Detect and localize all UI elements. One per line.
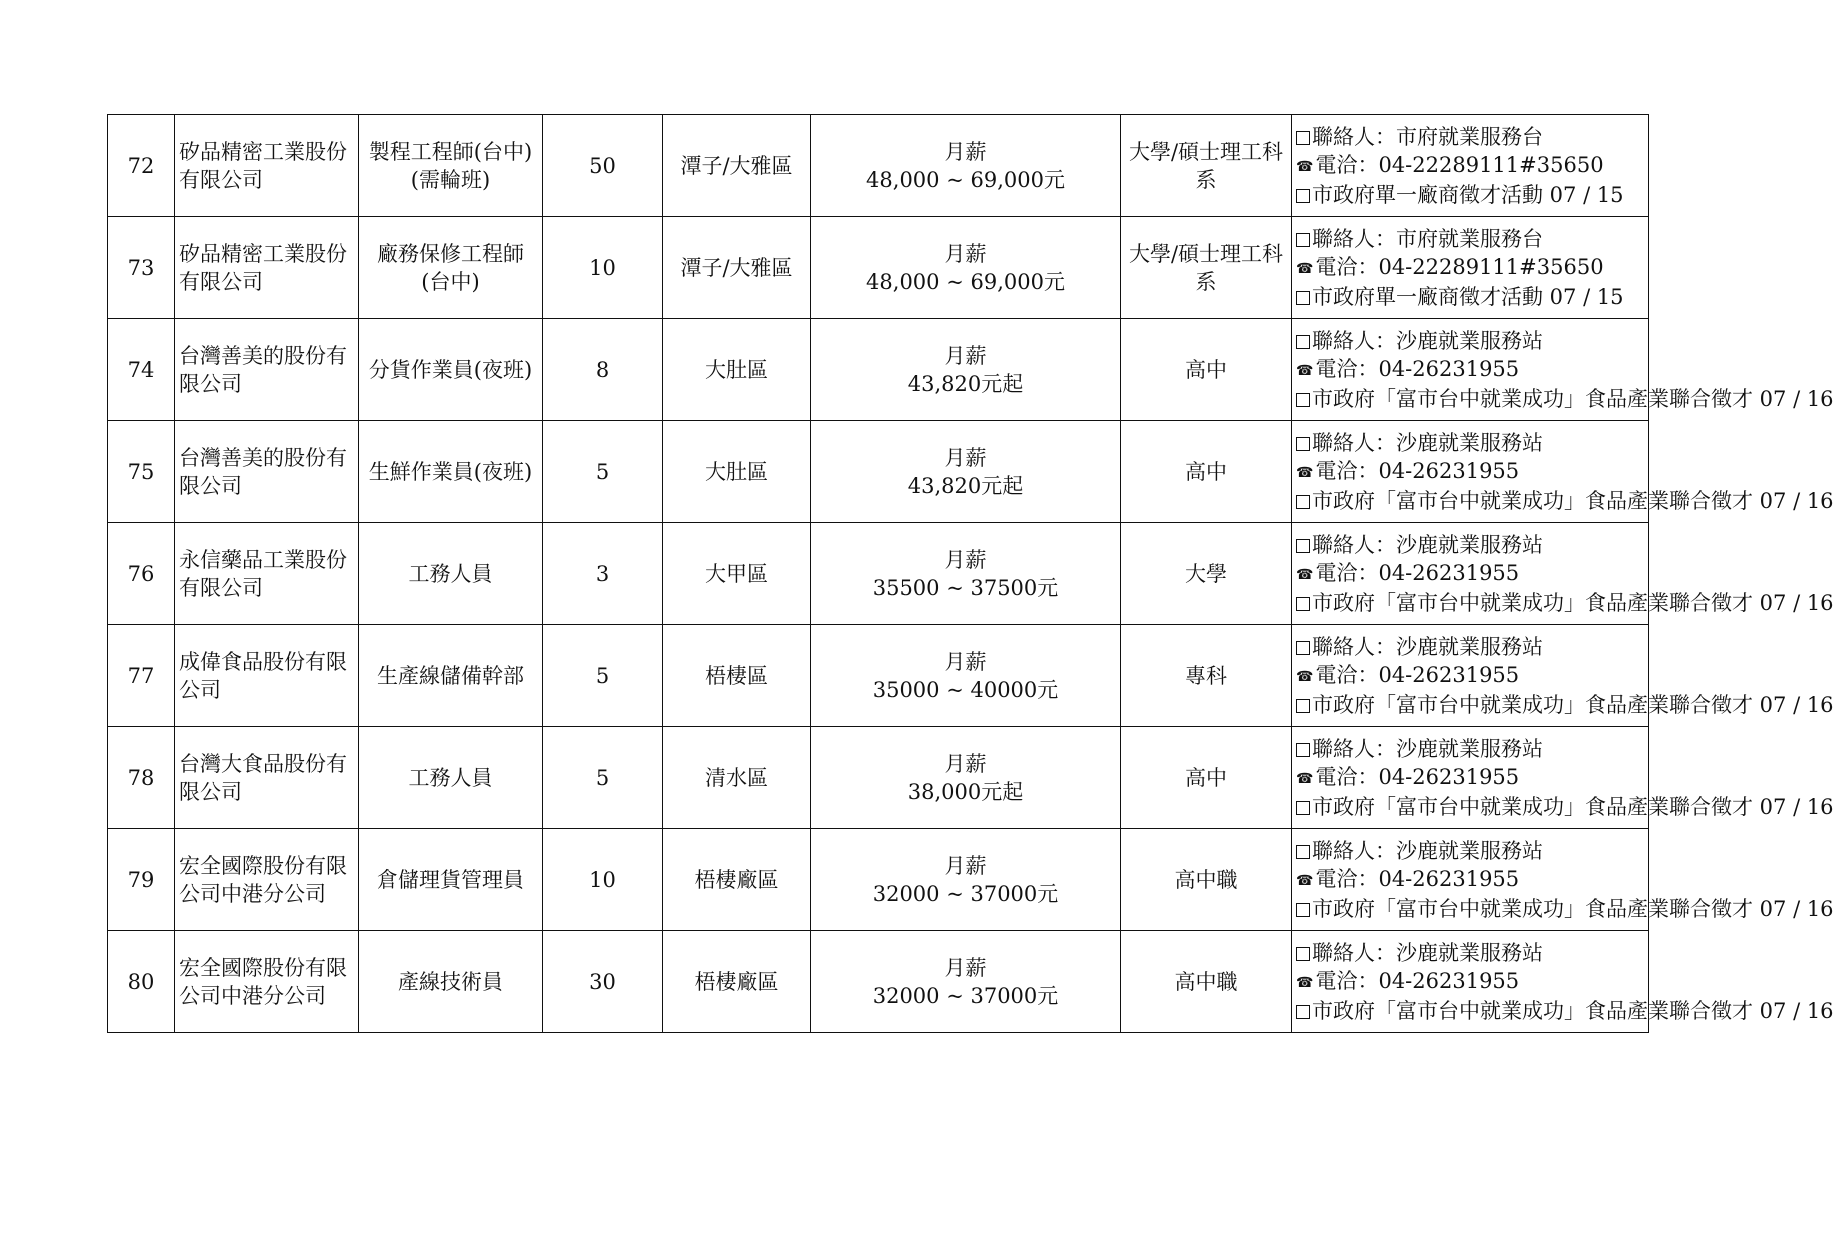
contact-cell [1292,625,1834,727]
job-title: 生鮮作業員(夜班) [359,421,543,523]
event-info: 市政府「富市台中就業成功」食品產業聯合徵才 07 / 16 [1312,386,1834,411]
table-row [108,523,1649,625]
salary-range: 32000 ~ 37000元 [872,881,1059,906]
salary-label: 月薪 [944,649,987,674]
checkbox-icon [1296,699,1310,713]
row-number: 72 [108,115,175,217]
company-name: 台灣善美的股份有限公司 [175,421,359,523]
salary-cell [811,217,1121,319]
phone-icon: ☎ [1296,158,1314,175]
contact-phone: 電洽：04-26231955 [1315,968,1520,993]
salary-label: 月薪 [944,547,987,572]
table-row [108,217,1649,319]
company-name: 永信藥品工業股份有限公司 [175,523,359,625]
checkbox-icon [1296,233,1310,247]
openings-count: 10 [543,829,663,931]
education-requirement: 專科 [1121,625,1292,727]
row-number: 74 [108,319,175,421]
salary-cell [811,421,1121,523]
job-title: 工務人員 [359,523,543,625]
salary-range: 43,820元起 [907,473,1024,498]
contact-person: 聯絡人：市府就業服務台 [1312,124,1543,149]
table-row [108,727,1649,829]
education-requirement: 高中 [1121,319,1292,421]
phone-icon: ☎ [1296,872,1314,889]
contact-phone: 電洽：04-22289111#35650 [1315,254,1604,279]
event-info: 市政府「富市台中就業成功」食品產業聯合徵才 07 / 16 [1312,692,1834,717]
job-title: 製程工程師(台中)(需輪班) [359,115,543,217]
contact-phone: 電洽：04-26231955 [1315,764,1520,789]
event-info: 市政府「富市台中就業成功」食品產業聯合徵才 07 / 16 [1312,896,1834,921]
job-title: 廠務保修工程師(台中) [359,217,543,319]
company-name: 矽品精密工業股份有限公司 [175,115,359,217]
checkbox-icon [1296,845,1310,859]
phone-icon: ☎ [1296,260,1314,277]
event-info: 市政府「富市台中就業成功」食品產業聯合徵才 07 / 16 [1312,794,1834,819]
work-area: 潭子/大雅區 [663,115,811,217]
table-row [108,421,1649,523]
checkbox-icon [1296,641,1310,655]
checkbox-icon [1296,1005,1310,1019]
salary-cell [811,319,1121,421]
contact-person: 聯絡人：市府就業服務台 [1312,226,1543,251]
work-area: 梧棲廠區 [663,829,811,931]
salary-label: 月薪 [944,241,987,266]
salary-label: 月薪 [944,343,987,368]
education-requirement: 高中 [1121,727,1292,829]
salary-cell [811,523,1121,625]
contact-cell [1292,829,1834,931]
contact-person: 聯絡人：沙鹿就業服務站 [1312,430,1543,455]
checkbox-icon [1296,495,1310,509]
work-area: 大肚區 [663,319,811,421]
event-info: 市政府單一廠商徵才活動 07 / 15 [1312,284,1624,309]
education-requirement: 大學 [1121,523,1292,625]
salary-cell [811,829,1121,931]
education-requirement: 高中職 [1121,931,1292,1033]
contact-cell [1292,523,1834,625]
company-name: 台灣大食品股份有限公司 [175,727,359,829]
checkbox-icon [1296,437,1310,451]
checkbox-icon [1296,947,1310,961]
work-area: 梧棲廠區 [663,931,811,1033]
openings-count: 8 [543,319,663,421]
table-row [108,829,1649,931]
event-info: 市政府「富市台中就業成功」食品產業聯合徵才 07 / 16 [1312,998,1834,1023]
row-number: 79 [108,829,175,931]
table-row [108,115,1649,217]
contact-cell [1292,931,1834,1033]
work-area: 大甲區 [663,523,811,625]
company-name: 成偉食品股份有限公司 [175,625,359,727]
salary-range: 48,000 ~ 69,000元 [866,269,1065,294]
salary-label: 月薪 [944,853,987,878]
table-row [108,319,1649,421]
checkbox-icon [1296,743,1310,757]
contact-person: 聯絡人：沙鹿就業服務站 [1312,940,1543,965]
checkbox-icon [1296,393,1310,407]
contact-phone: 電洽：04-26231955 [1315,560,1520,585]
company-name: 宏全國際股份有限公司中港分公司 [175,931,359,1033]
contact-phone: 電洽：04-26231955 [1315,662,1520,687]
contact-phone: 電洽：04-22289111#35650 [1315,152,1604,177]
salary-range: 48,000 ~ 69,000元 [866,167,1065,192]
contact-phone: 電洽：04-26231955 [1315,866,1520,891]
company-name: 台灣善美的股份有限公司 [175,319,359,421]
row-number: 75 [108,421,175,523]
contact-cell [1292,319,1834,421]
education-requirement: 大學/碩士理工科系 [1121,217,1292,319]
contact-cell [1292,217,1649,319]
job-title: 生產線儲備幹部 [359,625,543,727]
salary-range: 35500 ~ 37500元 [872,575,1059,600]
work-area: 大肚區 [663,421,811,523]
phone-icon: ☎ [1296,464,1314,481]
contact-phone: 電洽：04-26231955 [1315,356,1520,381]
salary-cell [811,931,1121,1033]
salary-range: 35000 ~ 40000元 [872,677,1059,702]
work-area: 梧棲區 [663,625,811,727]
company-name: 矽品精密工業股份有限公司 [175,217,359,319]
phone-icon: ☎ [1296,566,1314,583]
contact-phone: 電洽：04-26231955 [1315,458,1520,483]
checkbox-icon [1296,291,1310,305]
checkbox-icon [1296,335,1310,349]
contact-person: 聯絡人：沙鹿就業服務站 [1312,328,1543,353]
row-number: 76 [108,523,175,625]
row-number: 77 [108,625,175,727]
openings-count: 5 [543,421,663,523]
openings-count: 3 [543,523,663,625]
openings-count: 30 [543,931,663,1033]
education-requirement: 大學/碩士理工科系 [1121,115,1292,217]
salary-label: 月薪 [944,955,987,980]
table-row [108,931,1649,1033]
openings-count: 5 [543,727,663,829]
company-name: 宏全國際股份有限公司中港分公司 [175,829,359,931]
row-number: 78 [108,727,175,829]
job-title: 分貨作業員(夜班) [359,319,543,421]
event-info: 市政府單一廠商徵才活動 07 / 15 [1312,182,1624,207]
job-listing-table [107,114,1834,1033]
phone-icon: ☎ [1296,362,1314,379]
checkbox-icon [1296,131,1310,145]
contact-person: 聯絡人：沙鹿就業服務站 [1312,634,1543,659]
table-row [108,625,1649,727]
job-title: 產線技術員 [359,931,543,1033]
checkbox-icon [1296,539,1310,553]
job-rows [108,115,1834,1033]
event-info: 市政府「富市台中就業成功」食品產業聯合徵才 07 / 16 [1312,488,1834,513]
job-title: 工務人員 [359,727,543,829]
openings-count: 10 [543,217,663,319]
salary-cell [811,625,1121,727]
salary-label: 月薪 [944,751,987,776]
education-requirement: 高中職 [1121,829,1292,931]
job-title: 倉儲理貨管理員 [359,829,543,931]
openings-count: 5 [543,625,663,727]
phone-icon: ☎ [1296,668,1314,685]
checkbox-icon [1296,597,1310,611]
contact-person: 聯絡人：沙鹿就業服務站 [1312,838,1543,863]
phone-icon: ☎ [1296,770,1314,787]
phone-icon: ☎ [1296,974,1314,991]
work-area: 潭子/大雅區 [663,217,811,319]
contact-cell [1292,115,1649,217]
salary-range: 43,820元起 [907,371,1024,396]
contact-cell [1292,421,1834,523]
event-info: 市政府「富市台中就業成功」食品產業聯合徵才 07 / 16 [1312,590,1834,615]
salary-range: 32000 ~ 37000元 [872,983,1059,1008]
salary-cell [811,115,1121,217]
row-number: 73 [108,217,175,319]
salary-label: 月薪 [944,139,987,164]
contact-person: 聯絡人：沙鹿就業服務站 [1312,532,1543,557]
checkbox-icon [1296,801,1310,815]
openings-count: 50 [543,115,663,217]
salary-label: 月薪 [944,445,987,470]
salary-range: 38,000元起 [907,779,1024,804]
checkbox-icon [1296,189,1310,203]
contact-person: 聯絡人：沙鹿就業服務站 [1312,736,1543,761]
salary-cell [811,727,1121,829]
row-number: 80 [108,931,175,1033]
work-area: 清水區 [663,727,811,829]
contact-cell [1292,727,1834,829]
education-requirement: 高中 [1121,421,1292,523]
checkbox-icon [1296,903,1310,917]
